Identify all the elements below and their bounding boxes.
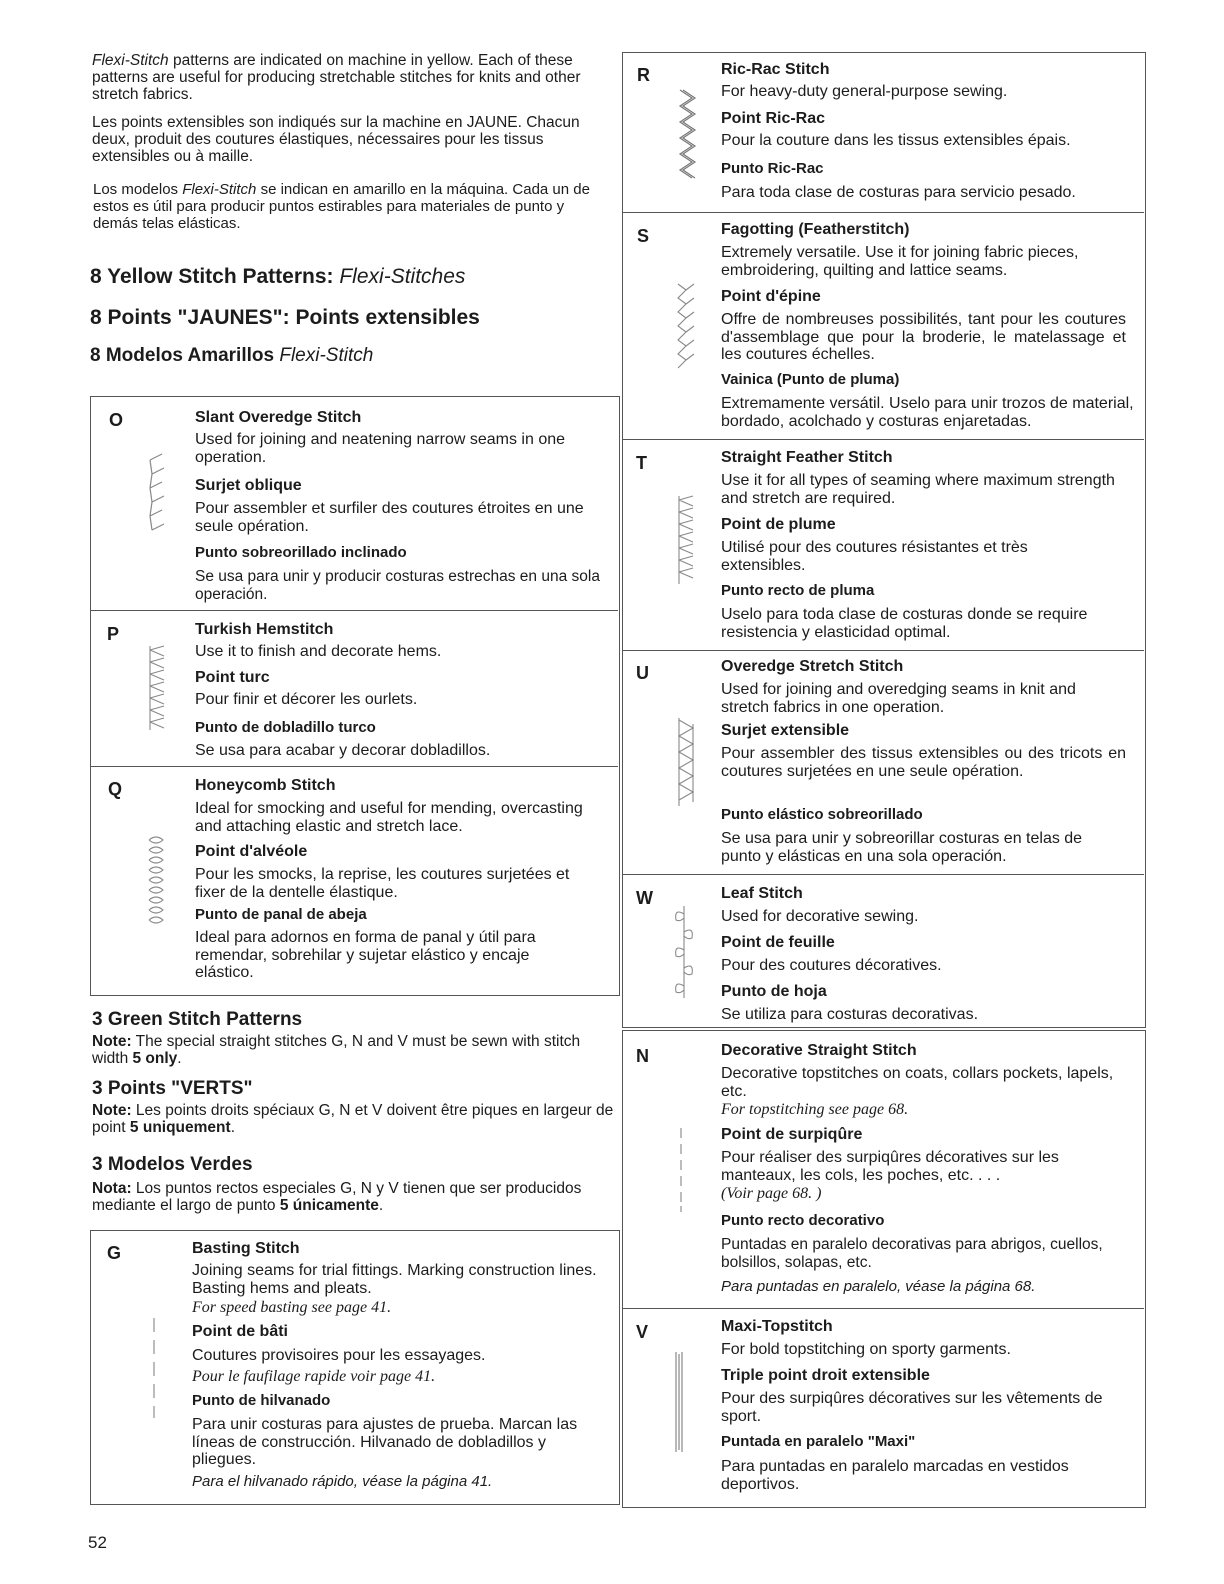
stitch-title-es: Punto elástico sobreorillado: [721, 806, 923, 823]
stitch-title-fr: Surjet oblique: [195, 477, 302, 494]
stitch-title-en: Basting Stitch: [192, 1240, 300, 1257]
heading-yellow-fr: 8 Points "JAUNES": Points extensibles: [90, 306, 480, 329]
row-divider: [90, 610, 618, 611]
row-divider: [90, 766, 618, 767]
stitch-desc-es: Ideal para adornos en forma de panal y útil para remendar, sobrehilar y sujetar elástico y encaje elástico.: [195, 929, 536, 981]
stitch-desc-fr: Offre de nombreuses possibilités, tant pour les coutures d'assemblage que pour la broderie, le matelassage et les coutures échelles.: [721, 311, 1126, 363]
stitch-desc-en: Used for joining and neatening narrow seams in one operation.: [195, 431, 566, 466]
stitch-desc-es: Se usa para unir y sobreorillar costuras en telas de punto y elásticas en una sola operación.: [721, 830, 1083, 865]
stitch-desc-es: Extremamente versátil. Uselo para unir trozos de material, bordado, acolchado y costuras enjaretadas.: [721, 395, 1134, 430]
stitch-ref-en: For speed basting see page 41.: [192, 1299, 392, 1316]
stitch-title-fr: Point Ric-Rac: [721, 110, 826, 127]
row-divider: [622, 439, 1144, 440]
fagotting-featherstitch-icon: [674, 280, 698, 372]
stitch-title-fr: Point turc: [195, 669, 270, 686]
stitch-letter: T: [636, 453, 647, 473]
heading-yellow-en: 8 Yellow Stitch Patterns: Flexi-Stitches: [90, 265, 466, 288]
stitch-desc-en: For heavy-duty general-purpose sewing.: [721, 83, 1008, 100]
overedge-stretch-stitch-icon: [675, 716, 699, 808]
stitch-letter: N: [636, 1046, 649, 1066]
slant-overedge-stitch-icon: [144, 452, 170, 542]
stitch-desc-es: Para puntadas en paralelo marcadas en vestidos deportivos.: [721, 1458, 1069, 1493]
stitch-letter: S: [637, 226, 650, 246]
stitch-desc-en: Joining seams for trial fittings. Marking construction lines. Basting hems and pleats.: [192, 1262, 597, 1297]
stitch-title-en: Slant Overedge Stitch: [195, 409, 362, 426]
green-note-en: Note: The special straight stitches G, N and V must be sewn with stitch width 5 only.: [92, 1033, 581, 1067]
stitch-title-fr: Point de plume: [721, 516, 836, 533]
stitch-letter: V: [636, 1322, 649, 1342]
heading-green-fr: 3 Points "VERTS": [92, 1078, 253, 1099]
turkish-hemstitch-icon: [146, 644, 170, 732]
row-divider: [622, 874, 1144, 875]
stitch-desc-es: Se usa para acabar y decorar dobladillos.: [195, 742, 491, 759]
stitch-ref-fr: (Voir page 68. ): [721, 1185, 822, 1202]
intro-spanish: Los modelos Flexi-Stitch se indican en amarillo en la máquina. Cada un de estos es útil para producir puntos estirables para materiales de punto y demás telas elásticas.: [93, 181, 590, 232]
stitch-desc-en: Extremely versatile. Use it for joining fabric pieces, embroidering, quilting and lattice seams.: [721, 244, 1079, 279]
stitch-desc-fr: Pour des surpiqûres décoratives sur les vêtements de sport.: [721, 1390, 1103, 1425]
stitch-desc-en: Used for joining and overedging seams in knit and stretch fabrics in one operation.: [721, 681, 1076, 716]
stitch-desc-fr: Pour la couture dans les tissus extensibles épais.: [721, 132, 1071, 149]
stitch-title-fr: Point de bâti: [192, 1323, 288, 1340]
stitch-title-es: Punto de panal de abeja: [195, 906, 367, 923]
green-note-es: Nota: Los puntos rectos especiales G, N y V tienen que ser producidos mediante el largo de punto 5 únicamente.: [92, 1180, 582, 1214]
stitch-title-es: Punto recto decorativo: [721, 1212, 885, 1229]
stitch-letter: P: [107, 624, 120, 644]
stitch-title-en: Honeycomb Stitch: [195, 777, 336, 794]
stitch-desc-es: Se utiliza para costuras decorativas.: [721, 1006, 979, 1023]
stitch-title-en: Turkish Hemstitch: [195, 621, 334, 638]
stitch-ref-en: For topstitching see page 68.: [721, 1101, 909, 1118]
green-note-fr: Note: Les points droits spéciaux G, N et V doivent être piques en largeur de point 5 uniquement.: [92, 1102, 614, 1136]
honeycomb-stitch-icon: [143, 836, 169, 928]
leaf-stitch-icon: [670, 904, 698, 1000]
stitch-ref-es: Para el hilvanado rápido, véase la página 41.: [192, 1473, 493, 1490]
heading-green-en: 3 Green Stitch Patterns: [92, 1009, 303, 1030]
stitch-letter: O: [109, 410, 124, 430]
stitch-desc-es: Para toda clase de costuras para servicio pesado.: [721, 184, 1076, 201]
heading-green-es: 3 Modelos Verdes: [92, 1154, 253, 1175]
stitch-title-es: Punto recto de pluma: [721, 582, 875, 599]
stitch-title-es: Punto de dobladillo turco: [195, 719, 376, 736]
stitch-desc-fr: Pour finir et décorer les ourlets.: [195, 691, 418, 708]
stitch-desc-en: Use it to finish and decorate hems.: [195, 643, 442, 660]
stitch-desc-es: Se usa para unir y producir costuras estrechas en una sola operación.: [195, 568, 600, 603]
stitch-desc-fr: Pour les smocks, la reprise, les coutures surjetées et fixer de la dentelle élastique.: [195, 866, 570, 901]
straight-feather-stitch-icon: [675, 494, 699, 586]
intro-english: Flexi-Stitch patterns are indicated on machine in yellow. Each of these patterns are useful for producing stretchable stitches for knits and other stretch fabrics.: [92, 52, 581, 103]
stitch-letter: Q: [108, 779, 123, 799]
stitch-desc-en: For bold topstitching on sporty garments.: [721, 1341, 1011, 1358]
stitch-letter: W: [636, 888, 653, 908]
stitch-title-fr: Point d'épine: [721, 288, 821, 305]
row-divider: [622, 650, 1144, 651]
flexi-stitch-term: Flexi-Stitch: [92, 52, 169, 69]
stitch-title-en: Decorative Straight Stitch: [721, 1042, 917, 1059]
stitch-title-en: Overedge Stretch Stitch: [721, 658, 904, 675]
row-divider: [622, 1308, 1144, 1309]
stitch-title-es: Punto Ric-Rac: [721, 160, 824, 177]
stitch-title-en: Fagotting (Featherstitch): [721, 221, 910, 238]
stitch-title-es: Puntada en paralelo "Maxi": [721, 1433, 916, 1450]
stitch-title-en: Ric-Rac Stitch: [721, 61, 830, 78]
stitch-ref-es: Para puntadas en paralelo, véase la página 68.: [721, 1278, 1036, 1295]
stitch-title-fr: Point d'alvéole: [195, 843, 308, 860]
stitch-desc-fr: Coutures provisoires pour les essayages.: [192, 1347, 486, 1364]
stitch-letter: R: [637, 65, 650, 85]
heading-yellow-es: 8 Modelos Amarillos Flexi-Stitch: [90, 345, 374, 366]
stitch-title-en: Maxi-Topstitch: [721, 1318, 833, 1335]
page-number: 52: [88, 1533, 107, 1552]
maxi-topstitch-icon: [673, 1352, 685, 1452]
stitch-title-fr: Point de feuille: [721, 934, 835, 951]
stitch-title-en: Leaf Stitch: [721, 885, 803, 902]
stitch-title-fr: Triple point droit extensible: [721, 1367, 930, 1384]
stitch-desc-es: Puntadas en paralelo decorativas para abrigos, cuellos, bolsillos, solapas, etc.: [721, 1236, 1103, 1271]
stitch-desc-fr: Pour réaliser des surpiqûres décoratives sur les manteaux, les cols, les poches, etc. . . .: [721, 1149, 1059, 1184]
stitch-desc-fr: Pour assembler et surfiler des coutures étroites en une seule opération.: [195, 500, 584, 535]
stitch-title-es: Punto de hilvanado: [192, 1392, 331, 1409]
stitch-title-fr: Surjet extensible: [721, 722, 850, 739]
stitch-ref-fr: Pour le faufilage rapide voir page 41.: [192, 1368, 436, 1385]
ric-rac-stitch-icon: [676, 88, 698, 184]
stitch-desc-en: Decorative topstitches on coats, collars pockets, lapels, etc.: [721, 1065, 1114, 1100]
decorative-straight-stitch-icon: [677, 1128, 685, 1212]
stitch-desc-fr: Pour des coutures décoratives.: [721, 957, 942, 974]
stitch-desc-en: Use it for all types of seaming where maximum strength and stretch are required.: [721, 472, 1115, 507]
stitch-desc-es: Uselo para toda clase de costuras donde se require resistencia y elasticidad optimal.: [721, 606, 1088, 641]
stitch-desc-en: Ideal for smocking and useful for mending, overcasting and attaching elastic and stretch lace.: [195, 800, 583, 835]
stitch-desc-fr: Utilisé pour des coutures résistantes et très extensibles.: [721, 539, 1028, 574]
stitch-title-fr: Point de surpiqûre: [721, 1126, 863, 1143]
stitch-letter: U: [636, 663, 649, 683]
basting-stitch-icon: [150, 1318, 158, 1418]
stitch-desc-fr: Pour assembler des tissus extensibles ou des tricots en coutures surjetées en une seule opération.: [721, 745, 1126, 780]
stitch-title-es: Punto sobreorillado inclinado: [195, 544, 407, 561]
stitch-title-en: Straight Feather Stitch: [721, 449, 893, 466]
stitch-title-es: Vainica (Punto de pluma): [721, 371, 900, 388]
stitch-desc-es: Para unir costuras para ajustes de prueba. Marcan las líneas de construcción. Hilvanado de dobladillos y pliegues.: [192, 1416, 578, 1468]
row-divider: [622, 212, 1144, 213]
intro-french: Les points extensibles son indiqués sur la machine en JAUNE. Chacun deux, produit des coutures élastiques, nécessaires pour les tissus extensibles ou à maille.: [92, 114, 580, 165]
stitch-title-es: Punto de hoja: [721, 983, 827, 1000]
stitch-desc-en: Used for decorative sewing.: [721, 908, 919, 925]
stitch-letter: G: [107, 1243, 122, 1263]
